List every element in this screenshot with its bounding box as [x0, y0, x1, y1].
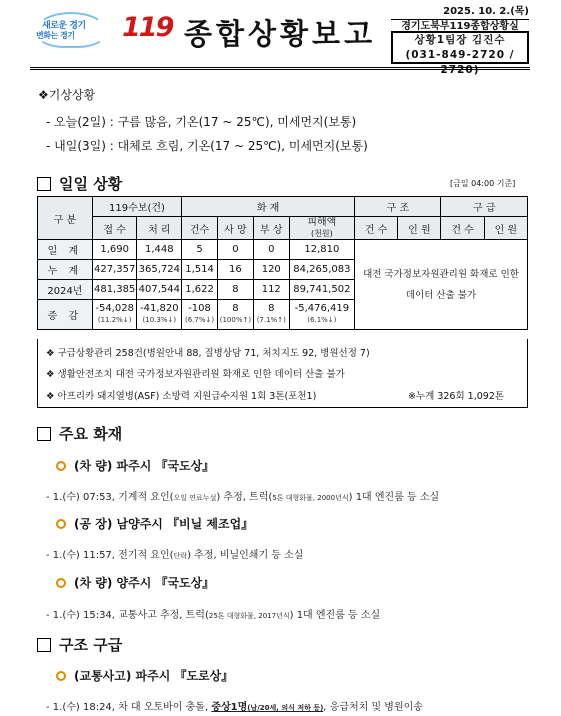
col-damage: 피해액 (천원): [289, 217, 354, 240]
officer-phone: (031-849-2720 / 2720): [405, 49, 515, 76]
daily-stats-table: [37, 196, 528, 330]
report-header: [0, 0, 561, 76]
col-fire: 화 재: [182, 197, 355, 217]
col-category: 구 분: [38, 197, 93, 240]
fire-item-title: (차 량) 파주시 『국도상』: [56, 457, 214, 474]
checkbox-icon: [37, 638, 51, 652]
weather-tomorrow: - 내일(3일) : 대체로 흐림, 기온(17 ~ 25℃), 미세먼지(보통): [46, 139, 368, 153]
col-119-report: 119수보(건): [92, 197, 181, 217]
weather-heading: ❖기상상황: [38, 88, 96, 102]
table-row: 누 계 427,357 365,724 1,514 16 120 84,265,083: [38, 260, 528, 280]
col-rescue-count: 건 수: [355, 217, 398, 240]
officer-box: [391, 31, 529, 76]
col-processed: 처 리: [137, 217, 182, 240]
daily-notes: [37, 339, 528, 408]
table-row: 일 계 1,690 1,448 5 0 0 12,810 대전 국가정보자원관리원 화재로 인한 데이터 산출 불가: [38, 240, 528, 260]
page-title: 종합상황보고: [184, 17, 377, 51]
ring-bullet-icon: [56, 519, 66, 529]
ring-bullet-icon: [56, 578, 66, 588]
fire-item-title: (차 량) 양주시 『국도상』: [56, 574, 214, 591]
header-divider: [30, 67, 530, 70]
report-org: 경기도북부119종합상황실: [401, 21, 519, 32]
checkbox-icon: [37, 427, 51, 441]
report-info: [391, 2, 529, 76]
col-ems-people: 인 원: [484, 217, 527, 240]
col-received: 접 수: [92, 217, 137, 240]
col-fire-count: 건수: [182, 217, 218, 240]
table-row: 증 감 -54,028 (11.2%↓) -41,820 (10.3%↓) -108 (6.7%↓) 8 (100%↑) 8 (7.1%↑) -5,476,419 (6.1%↓): [38, 300, 528, 330]
fire-item-detail: - 1.(수) 15:34, 교통사고 추정, 트럭(25톤 대형화물, 2017년식) 1대 엔진룸 등 소실: [46, 610, 381, 621]
logo-119: 119: [122, 12, 173, 43]
checkbox-icon: [37, 177, 51, 191]
fires-heading: 주요 화재: [37, 423, 122, 444]
note-ems: ❖ 구급상황관리 258건(병원안내 88, 질병상담 71, 처치지도 92, 병원선정 7): [46, 348, 370, 359]
note-asf: ❖ 아프리카 돼지열병(ASF) 소방력 지원급수지원 1회 3톤(포천1): [46, 391, 317, 402]
rescue-heading: 구조 구급: [37, 634, 122, 655]
note-total: ※누계 326회 1,092톤: [408, 391, 505, 402]
col-injuries: 부 상: [253, 217, 289, 240]
fire-item-detail: - 1.(수) 11:57, 전기적 요인(단락) 추정, 비닐인쇄기 등 소실: [46, 550, 304, 561]
col-rescue-people: 인 원: [398, 217, 441, 240]
fire-item-detail: - 1.(수) 07:53, 기계적 요인(오일 연료누설) 추정, 트럭(5톤 대형화물, 2000년식) 1대 엔진룸 등 소실: [46, 492, 440, 503]
note-safety: ❖ 생활안전조치 대전 국가정보자원관리원 화재로 인한 데이터 산출 불가: [46, 369, 345, 380]
merged-note-cell: 대전 국가정보자원관리원 화재로 인한 데이터 산출 불가: [355, 240, 528, 330]
ring-bullet-icon: [56, 671, 66, 681]
gyeonggi-logo: 새로운 경기 변화는 경기: [36, 8, 106, 50]
col-rescue: 구 조: [355, 197, 441, 217]
col-ems-count: 건 수: [441, 217, 484, 240]
rescue-item-title: (교통사고) 파주시 『도로상』: [56, 667, 233, 684]
daily-heading: 일일 상황: [37, 173, 122, 194]
rescue-item-detail: - 1.(수) 18:24, 차 대 오토바이 충돌, 중상1명(남/20세, 의식 저하 등), 응급처치 및 병원이송: [46, 702, 423, 713]
col-ems: 구 급: [441, 197, 528, 217]
ring-bullet-icon: [56, 461, 66, 471]
col-deaths: 사 망: [217, 217, 253, 240]
standard-time: [금일 04:00 기준]: [450, 179, 516, 188]
report-date: 2025. 10. 2.(목): [391, 2, 529, 20]
officer-name: 상황1팀장 김진수: [414, 34, 506, 46]
table-row: 2024년 481,385 407,544 1,622 8 112 89,741,502: [38, 280, 528, 300]
fire-item-title: (공 장) 남양주시 『비닐 제조업』: [56, 515, 253, 532]
weather-today: - 오늘(2일) : 구름 많음, 기온(17 ~ 25℃), 미세먼지(보통): [46, 115, 357, 129]
